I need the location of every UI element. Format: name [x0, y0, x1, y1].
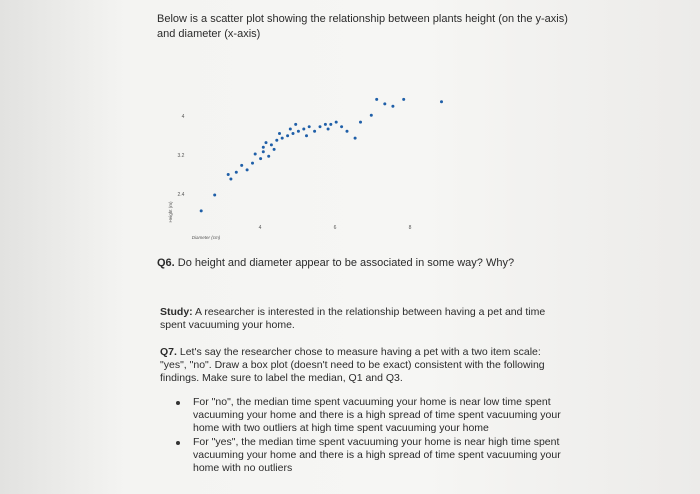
- data-point: [329, 123, 332, 126]
- data-point: [200, 209, 203, 212]
- data-point: [319, 125, 322, 128]
- list-item: [176, 436, 576, 475]
- x-axis-label: Diameter (cm): [191, 235, 221, 240]
- q6-text: Do height and diameter appear to be associated in some way? Why?: [174, 257, 515, 269]
- finding-no: For "no", the median time spent vacuuming your home is near low time spent vacuuming your home and there is a high spread of time spent vacuuming your home with two outliers at high time spent vacuuming your home: [193, 396, 561, 434]
- question-7: [160, 346, 570, 385]
- data-point: [265, 141, 268, 144]
- x-tick-label: 8: [408, 225, 412, 231]
- data-point: [440, 100, 443, 103]
- y-tick-label: 3.2: [177, 153, 185, 159]
- q6-label: Q6.: [157, 257, 175, 269]
- data-point: [324, 123, 327, 126]
- data-point: [354, 137, 357, 140]
- q7-text: Let's say the researcher chose to measure having a pet with a two item scale: "yes", "no". Draw a box plot (doesn't need to be exact) consistent with the following findings. Make sure to label the median, Q1 and Q3.: [160, 346, 545, 384]
- q7-label: Q7.: [160, 346, 177, 358]
- data-point: [273, 148, 276, 151]
- data-point: [254, 153, 257, 156]
- data-point: [302, 128, 305, 131]
- data-point: [213, 194, 216, 197]
- data-point: [275, 139, 278, 142]
- data-point: [305, 134, 308, 137]
- study-label: Study:: [160, 306, 193, 318]
- data-point: [297, 130, 300, 133]
- data-point: [229, 178, 232, 181]
- data-point: [262, 150, 265, 153]
- data-point: [270, 143, 273, 146]
- data-point: [227, 173, 230, 176]
- y-axis-label: Height (m): [168, 201, 173, 223]
- bullet-icon: [176, 441, 180, 445]
- data-point: [259, 157, 262, 160]
- data-point: [267, 155, 270, 158]
- data-point: [370, 114, 373, 117]
- data-point: [246, 168, 249, 171]
- y-tick-label: 4: [181, 114, 185, 120]
- data-point: [335, 121, 338, 124]
- list-item: [176, 396, 576, 435]
- data-point: [281, 137, 284, 140]
- x-tick-label: 6: [333, 225, 337, 231]
- data-point: [308, 125, 311, 128]
- y-tick-label: 2.4: [177, 192, 185, 198]
- data-point: [375, 98, 378, 101]
- data-point: [289, 128, 292, 131]
- data-point: [340, 125, 343, 128]
- question-6: [157, 257, 514, 269]
- study-description: [160, 306, 560, 332]
- data-point: [294, 123, 297, 126]
- bullet-icon: [176, 401, 180, 405]
- data-point: [383, 102, 386, 105]
- data-point: [391, 105, 394, 108]
- data-point: [327, 128, 330, 131]
- data-point: [313, 130, 316, 133]
- data-point: [402, 98, 405, 101]
- findings-list: [176, 396, 576, 476]
- x-tick-label: 4: [258, 225, 262, 231]
- data-point: [251, 162, 254, 165]
- data-point: [292, 132, 295, 135]
- data-point: [359, 121, 362, 124]
- data-point: [278, 132, 281, 135]
- intro-text: Below is a scatter plot showing the relationship between plants height (on the y-axis) and diameter (x-axis): [157, 13, 568, 40]
- data-point: [240, 164, 243, 167]
- data-point: [235, 171, 238, 174]
- data-point: [346, 130, 349, 133]
- finding-yes: For "yes", the median time spent vacuuming your home is near high time spent vacuuming your home and there is a high spread of time spent vacuuming your home with no outliers: [193, 436, 561, 474]
- study-text: A researcher is interested in the relationship between having a pet and time spent vacuuming your home.: [160, 306, 546, 331]
- data-point: [286, 134, 289, 137]
- data-point: [262, 146, 265, 149]
